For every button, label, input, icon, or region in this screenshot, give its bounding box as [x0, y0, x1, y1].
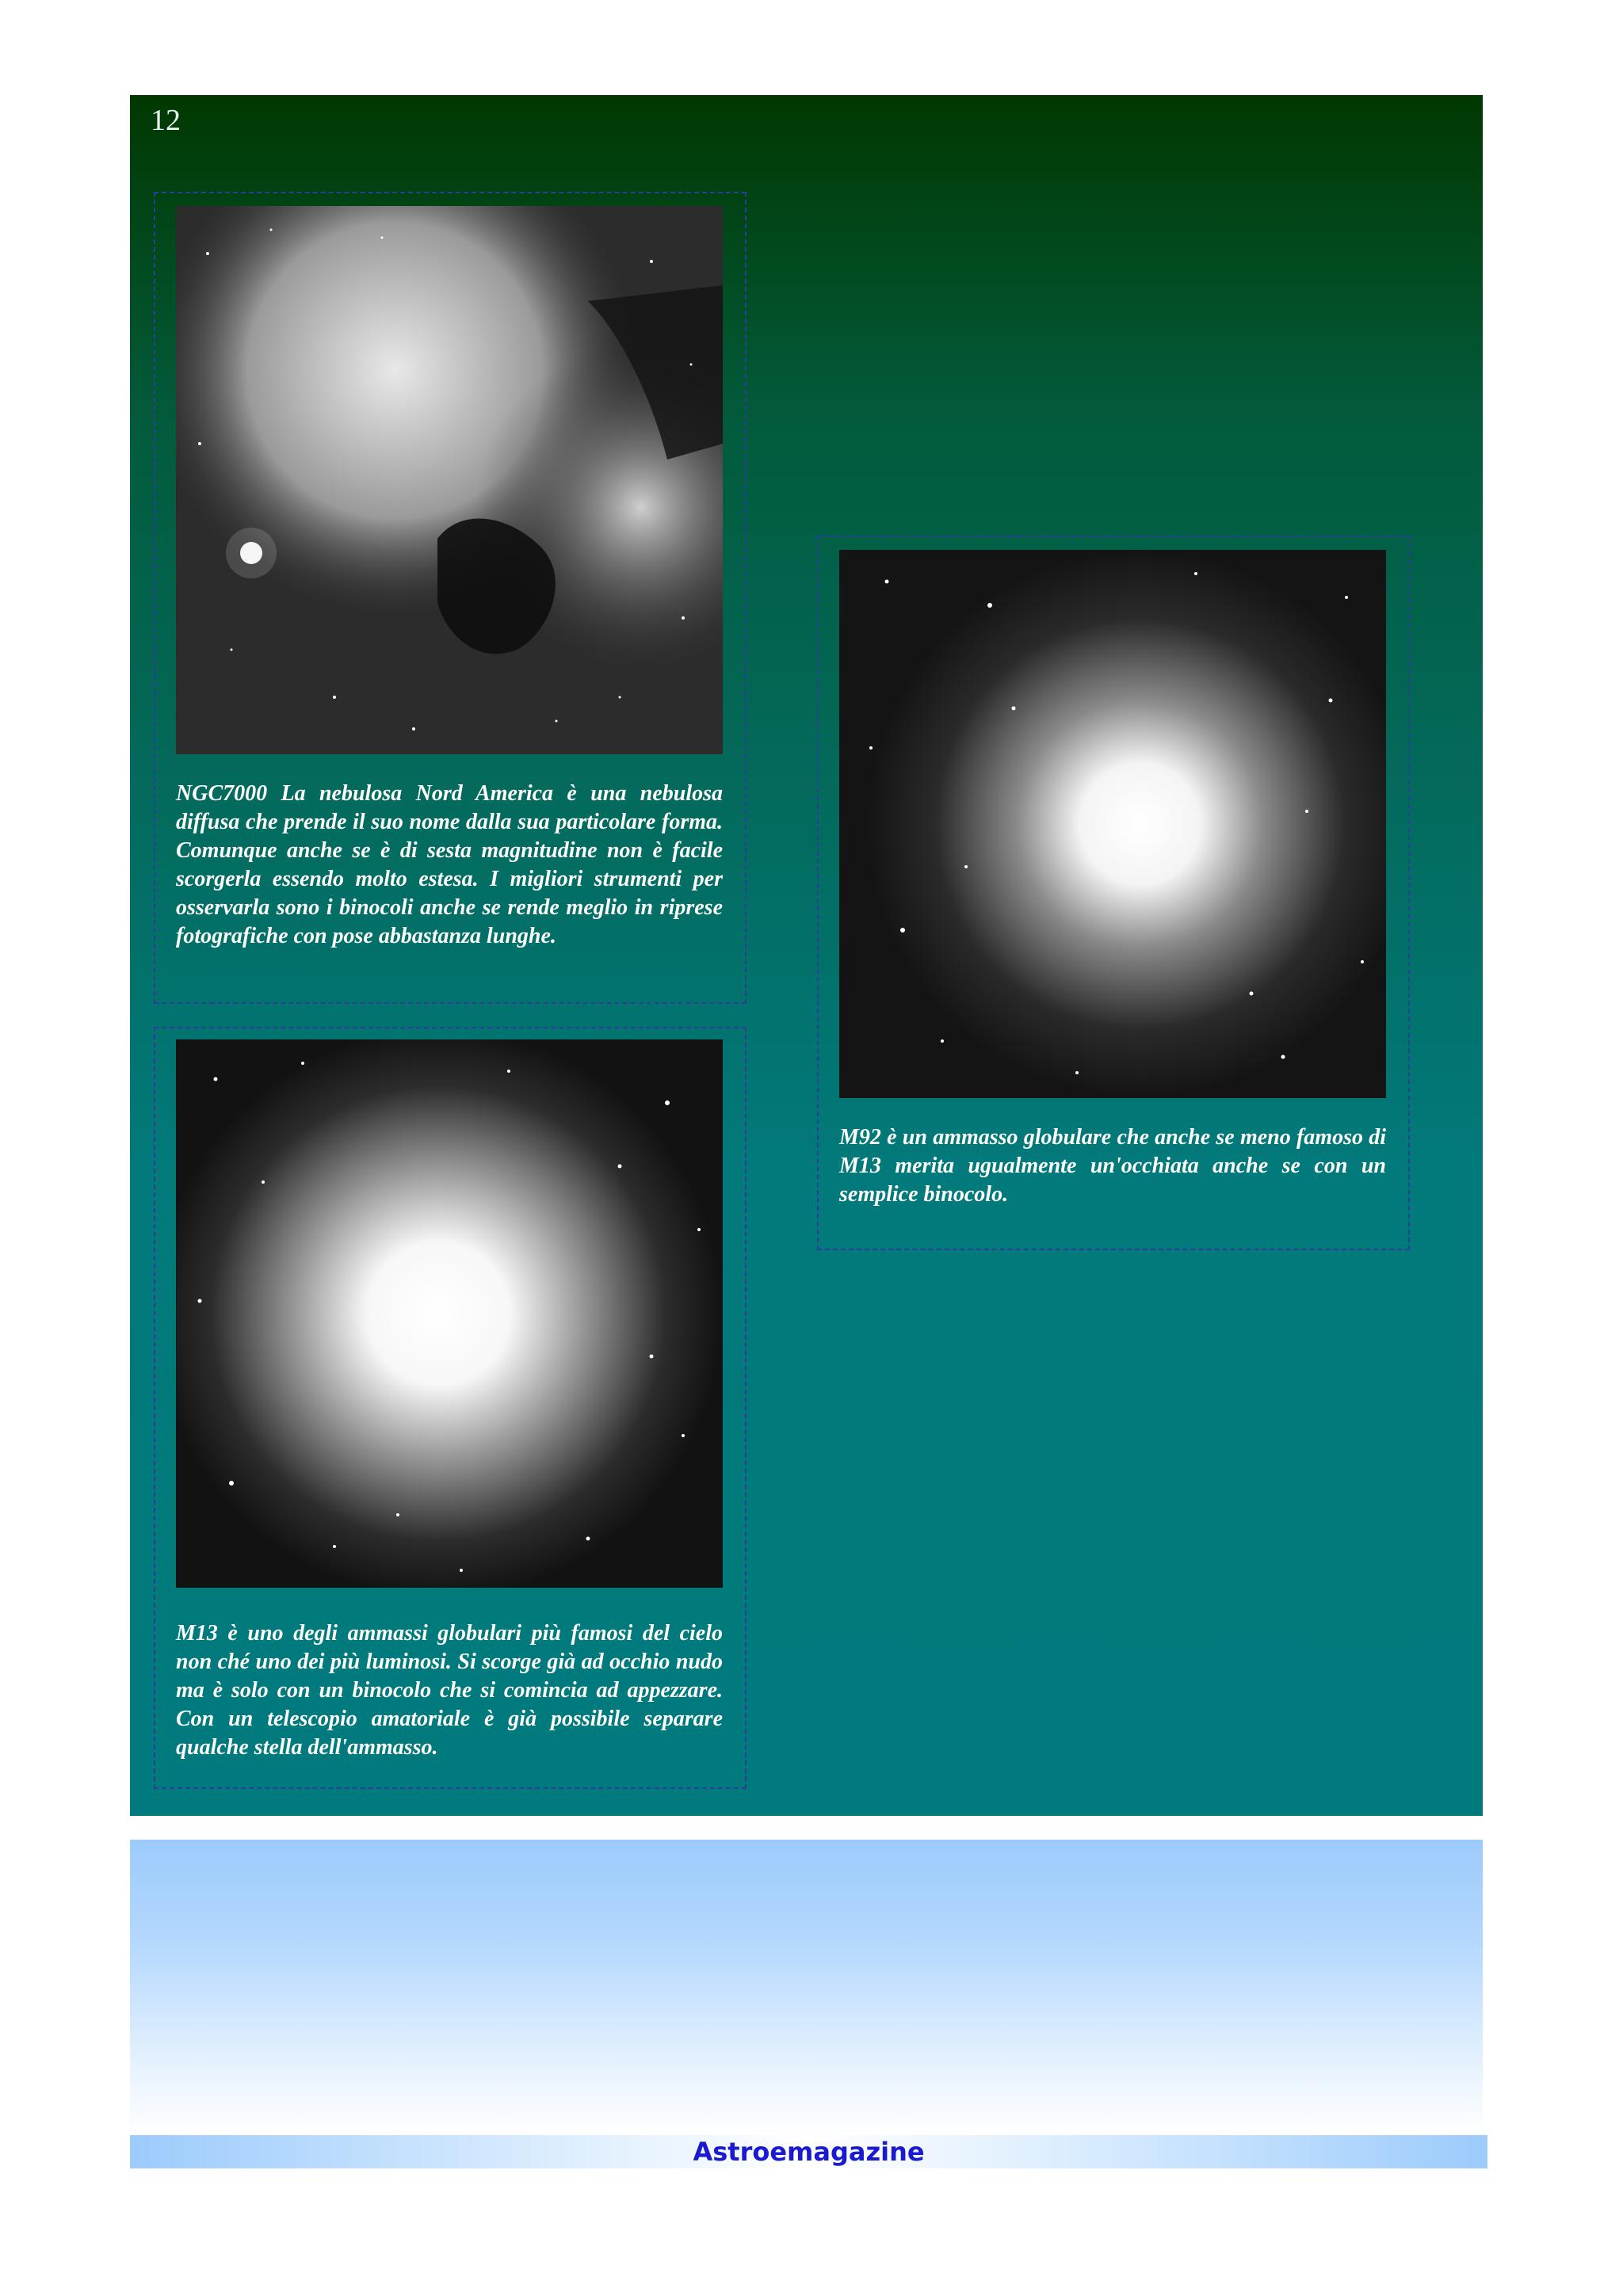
footer-bar [130, 2135, 1487, 2168]
article-card-ngc7000 [154, 192, 747, 1004]
m92-caption: M92 è un ammasso globulare che anche se meno famoso di M13 merita ugualmente un'occhiata anche se con un semplice binocolo. [839, 1125, 1386, 1207]
m13-photo [176, 1039, 723, 1588]
article-card-m92 [817, 536, 1410, 1250]
footer-band [130, 1840, 1483, 2134]
ngc7000-photo [176, 206, 723, 754]
ngc7000-caption: NGC7000 La nebulosa Nord America è una nebulosa diffusa che prende il suo nome dalla sua particolare forma. Comunque anche se è di sesta magnitudine non è facile scorgerla essendo molto estesa. I migliori strumenti per osservarla sono i binocoli anche se rende meglio in riprese fotografiche con pose abbastanza lunghe. [176, 781, 723, 948]
m92-photo [839, 550, 1386, 1098]
article-card-m13 [154, 1027, 747, 1789]
magazine-title: Astroemagazine [693, 2137, 925, 2167]
m13-caption: M13 è uno degli ammassi globulari più famosi del cielo non ché uno dei più luminosi. Si scorge già ad occhio nudo ma è solo con un binocolo che si comincia ad appezzare. Con un telescopio amatoriale è già possibile separare qualche stella dell'ammasso. [176, 1621, 723, 1760]
page-panel [130, 95, 1483, 1816]
page-number: 12 [151, 104, 181, 137]
